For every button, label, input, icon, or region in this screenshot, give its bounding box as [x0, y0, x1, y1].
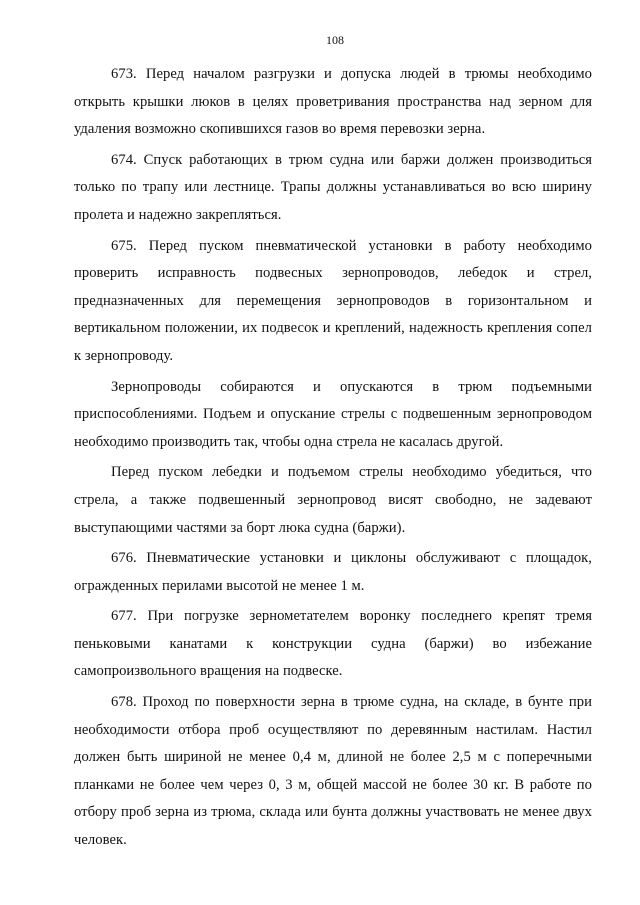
paragraph-674: 674. Спуск работающих в трюм судна или баржи должен производиться только по трапу или лестнице. Трапы должны устанавливаться во всю ширину пролета и надежно закрепляться. [74, 151, 592, 223]
paragraph-676: 676. Пневматические установки и циклоны обслуживают с площадок, огражденных перилами высотой не менее 1 м. [74, 550, 592, 594]
paragraph-675-winch-check: Перед пуском лебедки и подъемом стрелы необходимо убедиться, что стрела, а также подвешенный зернопровод висят свободно, не задевают выступающими частями за борт люка судна (баржи). [74, 464, 592, 536]
paragraph-675: 675. Перед пуском пневматической установки в работу необходимо проверить исправность подвесных зернопроводов, лебедок и стрел, предназначенных для перемещения зернопроводов в горизонтальном и вертикальном положении, их подвесок и креплений, надежность крепления сопел к зернопроводу. [74, 237, 592, 364]
page-number: 108 [326, 33, 344, 47]
paragraph-675-grain-pipes: Зернопроводы собираются и опускаются в трюм подъемными приспособлениями. Подъем и опускание стрелы с подвешенным зернопроводом необходимо производить так, чтобы одна стрела не касалась другой. [74, 378, 592, 450]
paragraph-677: 677. При погрузке зернометателем воронку последнего крепят тремя пеньковыми канатами к конструкции судна (баржи) во избежание самопроизвольного вращения на подвеске. [74, 608, 592, 680]
paragraph-678: 678. Проход по поверхности зерна в трюме судна, на складе, в бунте при необходимости отбора проб осуществляют по деревянным настилам. Настил должен быть шириной не менее 0,4 м, длиной не более 2,5 м с поперечными планками не более чем через 0, 3 м, общей массой не более 30 кг. В работе по отбору проб зерна из трюма, склада или бунта должны участвовать не менее двух человек. [74, 694, 592, 849]
paragraph-673: 673. Перед началом разгрузки и допуска людей в трюмы необходимо открыть крышки люков в целях проветривания пространства над зерном для удаления возможно скопившихся газов во время перевозки зерна. [74, 66, 592, 138]
